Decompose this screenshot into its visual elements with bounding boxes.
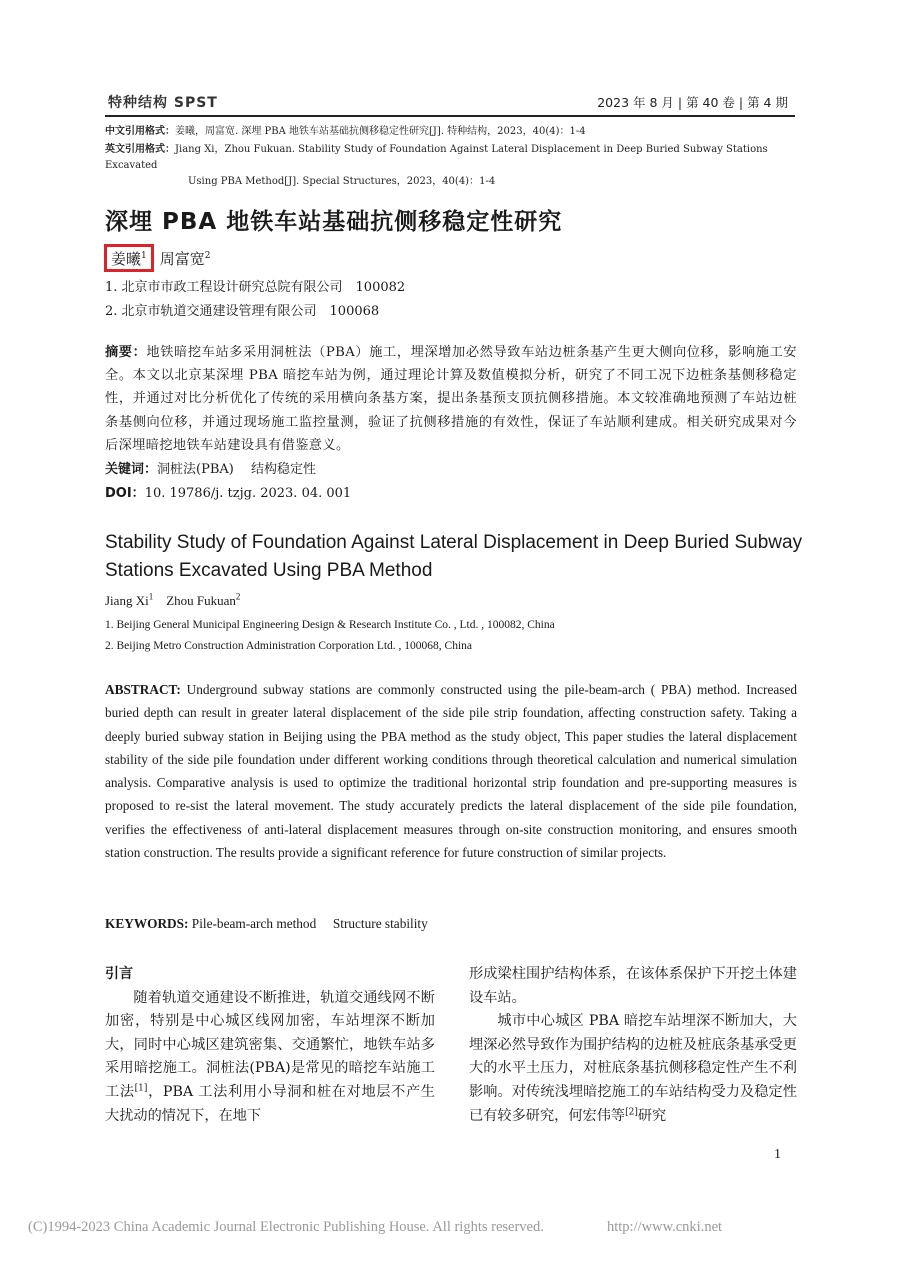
author-sup: 1 bbox=[148, 591, 154, 602]
paper-title-cn: 深埋 PBA 地铁车站基础抗侧移稳定性研究 bbox=[105, 209, 563, 235]
body-text: 随着轨道交通建设不断推进，轨道交通线网不断加密，特别是中心城区线网加密，车站埋深不断加大，同时中心城区建筑密集、交通繁忙，地铁车站多采用暗挖施工。洞桩法(PBA)是常见的暗挖车站施工工法 bbox=[105, 989, 435, 1100]
keywords-cn-label: 关键词： bbox=[105, 462, 158, 477]
issue-info: 2023 年 8 月 | 第 40 卷 | 第 4 期 bbox=[597, 95, 788, 110]
citation-en-text-1: Jiang Xi，Zhou Fukuan. Stability Study of Foundation Against Lateral Displacement in Deep Buried Subway Stations Excavated bbox=[105, 144, 768, 171]
reference-mark[interactable]: [1] bbox=[134, 1083, 148, 1094]
author-sup: 2 bbox=[204, 251, 211, 261]
keywords-en bbox=[105, 913, 428, 932]
footer-copyright: (C)1994-2023 China Academic Journal Electronic Publishing House. All rights reserved. bbox=[28, 1219, 544, 1235]
abstract-en bbox=[105, 678, 797, 864]
abstract-cn-text: 地铁暗挖车站多采用洞桩法（PBA）施工，埋深增加必然导致车站边桩条基产生更大侧向位移，影响施工安全。本文以北京某深埋 PBA 暗挖车站为例，通过理论计算及数值模拟分析，研究了不同工况下边桩条基侧移稳定性，并通过对比分析优化了传统的采用横向条基方案，提出条基预支顶抗侧移措施。本文较准确地预测了车站边桩条基侧向位移，并通过现场施工监控量测，验证了抗侧移措施的有效性，保证了车站顺利建成。相关研究成果对今后深埋暗挖地铁车站建设具有借鉴意义。 bbox=[105, 345, 797, 453]
authors-en bbox=[105, 593, 240, 609]
body-text: 城市中心城区 PBA 暗挖车站埋深不断加大，大埋深必然导致作为围护结构的边桩及桩底条基承受更大的水平土压力，对桩底条基抗侧移稳定性产生不利影响。对传统浅埋暗挖施工的车站结构受力及稳定性已有较多研究，何宏伟等 bbox=[469, 1013, 797, 1124]
abstract-cn-label: 摘要： bbox=[105, 345, 147, 360]
citation-en-label: 英文引用格式： bbox=[105, 144, 175, 155]
body-text: 研究 bbox=[637, 1107, 667, 1124]
author-name: 周富宽 bbox=[159, 250, 205, 268]
body-text: ，PBA 工法利用小导洞和桩在对地层不产生大扰动的情况下，在地下 bbox=[105, 1083, 435, 1124]
abstract-en-label: ABSTRACT: bbox=[105, 682, 181, 697]
page-number: 1 bbox=[774, 1147, 781, 1162]
author-sup: 1 bbox=[141, 251, 147, 261]
keywords-en-text: Pile-beam-arch method Structure stability bbox=[188, 916, 428, 931]
reference-mark[interactable]: [2] bbox=[625, 1106, 638, 1117]
section-heading: 引言 bbox=[105, 966, 133, 982]
doi-text: 10. 19786/j. tzjg. 2023. 04. 001 bbox=[144, 486, 352, 501]
affiliation-en-1: 1. Beijing General Municipal Engineering Design & Research Institute Co. , Ltd. , 100082, China bbox=[105, 619, 555, 631]
abstract-cn bbox=[105, 341, 797, 457]
author-name: Jiang Xi bbox=[105, 593, 149, 608]
affiliation-en-2: 2. Beijing Metro Construction Administration Corporation Ltd. , 100068, China bbox=[105, 640, 473, 652]
citation-cn-label: 中文引用格式： bbox=[105, 126, 175, 137]
keywords-cn-text: 洞桩法(PBA) 结构稳定性 bbox=[157, 462, 316, 477]
author-name: Zhou Fukuan bbox=[166, 593, 236, 608]
citation-cn-text: 姜曦，周富宽. 深埋 PBA 地铁车站基础抗侧移稳定性研究[J]. 特种结构，2023，40(4)：1-4 bbox=[175, 126, 586, 137]
author-sup: 2 bbox=[235, 591, 241, 602]
author-name: 姜曦 bbox=[111, 250, 142, 268]
body-paragraph bbox=[469, 1010, 797, 1128]
keywords-en-label: KEYWORDS: bbox=[105, 916, 189, 931]
citation-cn bbox=[105, 124, 586, 140]
journal-logo: 特种结构 SPST bbox=[108, 95, 218, 111]
author-highlight-box bbox=[104, 244, 154, 272]
doi-label: DOI： bbox=[105, 486, 145, 501]
doi bbox=[105, 482, 351, 501]
citation-en bbox=[105, 142, 797, 190]
footer-url[interactable]: http://www.cnki.net bbox=[607, 1219, 723, 1235]
body-column-right bbox=[469, 963, 797, 1128]
body-paragraph: 形成梁柱围护结构体系，在该体系保护下开挖土体建设车站。 bbox=[469, 966, 797, 1006]
paper-title-en: Stability Study of Foundation Against Lateral Displacement in Deep Buried Subway Stations Excavated Using PBA Method bbox=[105, 532, 803, 581]
keywords-cn bbox=[105, 458, 316, 477]
body-column-left bbox=[105, 963, 435, 1128]
abstract-en-text: Underground subway stations are commonly constructed using the pile-beam-arch ( PBA) method. Increased buried depth can result in greater lateral displacement of the side pile strip foundation, affecting construction safety. Taking a deeply buried subway station in Beijing using the PBA method as the study object, This paper studies the lateral displacement stability of the side pile foundation under different working conditions through theoretical calculation and numerical simulation analysis. Comparative analysis is used to optimize the traditional horizontal strip foundation and pre-supporting measures is proposed to re-sist the lateral movement. The study accurately predicts the lateral displacement of the side pile foundation, verifies the effectiveness of anti-lateral displacement measures through on-site construction monitoring, and ensures smooth station construction. The results provide a significant reference for future construction of similar projects. bbox=[105, 682, 797, 861]
citation-en-text-2: Using PBA Method[J]. Special Structures，2023，40(4)：1-4 bbox=[188, 176, 496, 187]
authors-cn bbox=[104, 244, 211, 272]
affiliation-cn-1: 1. 北京市市政工程设计研究总院有限公司 100082 bbox=[105, 280, 406, 295]
body-paragraph bbox=[105, 987, 435, 1129]
header-rule bbox=[105, 115, 795, 117]
affiliation-cn-2: 2. 北京市轨道交通建设管理有限公司 100068 bbox=[105, 304, 380, 319]
